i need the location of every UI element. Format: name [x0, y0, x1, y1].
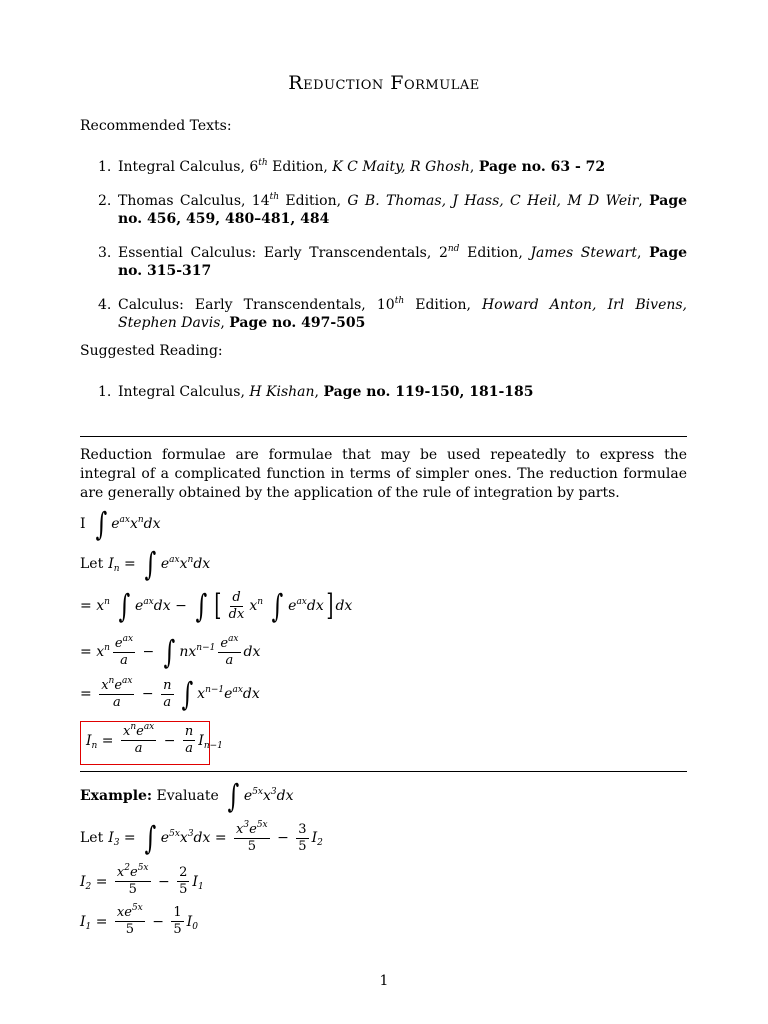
- formula-by-parts: = $x^n$ ∫ $e^{ax}dx$ − ∫ [ $\frac{d}{dx}$ $x^n$ ∫ $e^{ax}dx$ ] dx: [80, 587, 353, 625]
- list-item: 1. Integral Calculus, H Kishan, Page no. 119-150, 181-185: [98, 384, 534, 400]
- list-item: 3. Essential Calculus: Early Transcendentals, 2nd Edition, James Stewart, Page no. 315-317: [98, 244, 688, 279]
- formula-i1: $I_1$ = $\frac{xe^{5x}}{5}$ − $\frac{1}{5}$ $I_0$: [80, 903, 198, 937]
- suggested-list: [80, 383, 687, 417]
- recommended-label: Recommended Texts:: [80, 118, 232, 134]
- formula-i3: Let $I_3$ = ∫ $e^{5x}x^3dx$ = $\frac{x^3e^{5x}}{5}$ − $\frac{3}{5}$ $I_2$: [80, 819, 323, 857]
- suggested-label: Suggested Reading:: [80, 343, 223, 359]
- formula-step-3: = $\frac{x^ne^{ax}}{a}$ − $\frac{n}{a}$ ∫ $x^{n-1}e^{ax}dx$: [80, 675, 260, 713]
- list-item: 1. Integral Calculus, 6th Edition, K C Maity, R Ghosh, Page no. 63 - 72: [98, 158, 606, 175]
- page-number: 1: [379, 973, 389, 989]
- page-title: Reduction Formulae: [288, 72, 480, 94]
- intro-paragraph: Reduction formulae are formulae that may be used repeatedly to express the integral of a complicated function in terms of simpler ones. The reduction formulae are generally obtained by the application of the rule of integration by parts.: [80, 447, 687, 501]
- formula-integral: I ∫ $e^{ax}x^ndx$: [80, 505, 161, 543]
- recommended-list: [80, 158, 687, 348]
- formula-reduction-result: $I_n$ = $\frac{x^ne^{ax}}{a}$ − $\frac{n}{a}$ $I_{n-1}$: [86, 722, 223, 756]
- divider: [80, 436, 687, 437]
- list-item: 4. Calculus: Early Transcendentals, 10th Edition, Howard Anton, Irl Bivens, Stephen Davis, Page no. 497-505: [98, 296, 688, 331]
- formula-i2: $I_2$ = $\frac{x^2e^{5x}}{5}$ − $\frac{2}{5}$ $I_1$: [80, 863, 204, 897]
- formula-let-in: Let $I_n$ = ∫ $e^{ax}x^ndx$: [80, 545, 211, 583]
- divider: [80, 771, 687, 772]
- example-heading: Example: Evaluate ∫ $e^{5x}x^3dx$: [80, 777, 294, 815]
- formula-step-2: = $x^n$ $\frac{e^{ax}}{a}$ − ∫ $nx^{n-1}$ $\frac{e^{ax}}{a}$ dx: [80, 633, 261, 671]
- list-item: 2. Thomas Calculus, 14th Edition, G B. Thomas, J Hass, C Heil, M D Weir, Page no. 456, 459, 480–481, 484: [98, 192, 688, 227]
